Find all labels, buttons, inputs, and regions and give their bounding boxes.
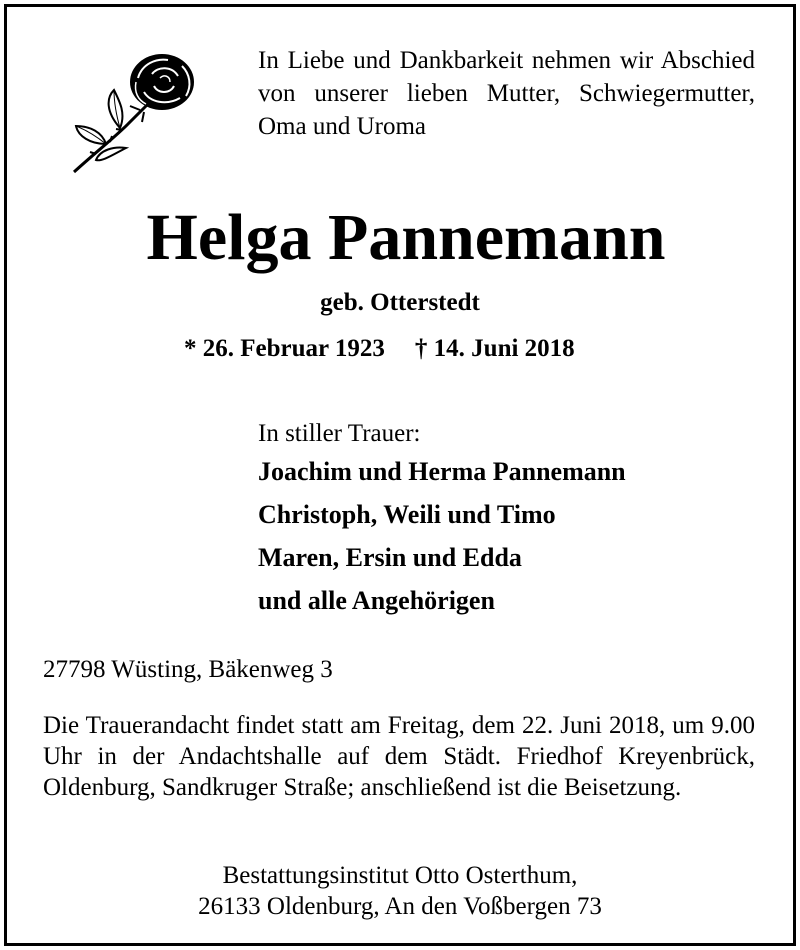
- mourner-name: und alle Angehörigen: [258, 586, 495, 615]
- mourner-name: Joachim und Herma Pannemann: [258, 457, 626, 486]
- death-date: † 14. Juni 2018: [414, 335, 575, 362]
- mourners-block: [258, 418, 778, 622]
- mourner-name: Maren, Ersin und Edda: [258, 543, 522, 572]
- intro-text: In Liebe und Dankbarkeit nehmen wir Abschied von unserer lieben Mutter, Schwiegermutter, Oma und Uroma: [258, 47, 755, 140]
- ceremony-text: Die Trauerandacht findet statt am Freitag, dem 22. Juni 2018, um 9.00 Uhr in der Andachtshalle auf dem Städt. Friedhof Kreyenbrück, Oldenburg, Sandkruger Straße; anschließend ist die Beisetzung.: [43, 712, 755, 801]
- family-address: 27798 Wüsting, Bäkenweg 3: [43, 656, 333, 683]
- mourner-name: Christoph, Weili und Timo: [258, 500, 556, 529]
- rose-icon: [66, 52, 200, 176]
- undertaker-name: Bestattungsinstitut Otto Osterthum,: [222, 862, 578, 889]
- life-dates: [184, 334, 624, 364]
- undertaker-address: 26133 Oldenburg, An den Voßbergen 73: [198, 893, 602, 920]
- birth-date: * 26. Februar 1923: [184, 335, 385, 362]
- deceased-name: Helga Pannemann: [146, 201, 666, 274]
- mourners-lead: In stiller Trauer:: [258, 420, 421, 447]
- maiden-name: geb. Otterstedt: [320, 289, 480, 316]
- undertaker-info: [0, 860, 800, 922]
